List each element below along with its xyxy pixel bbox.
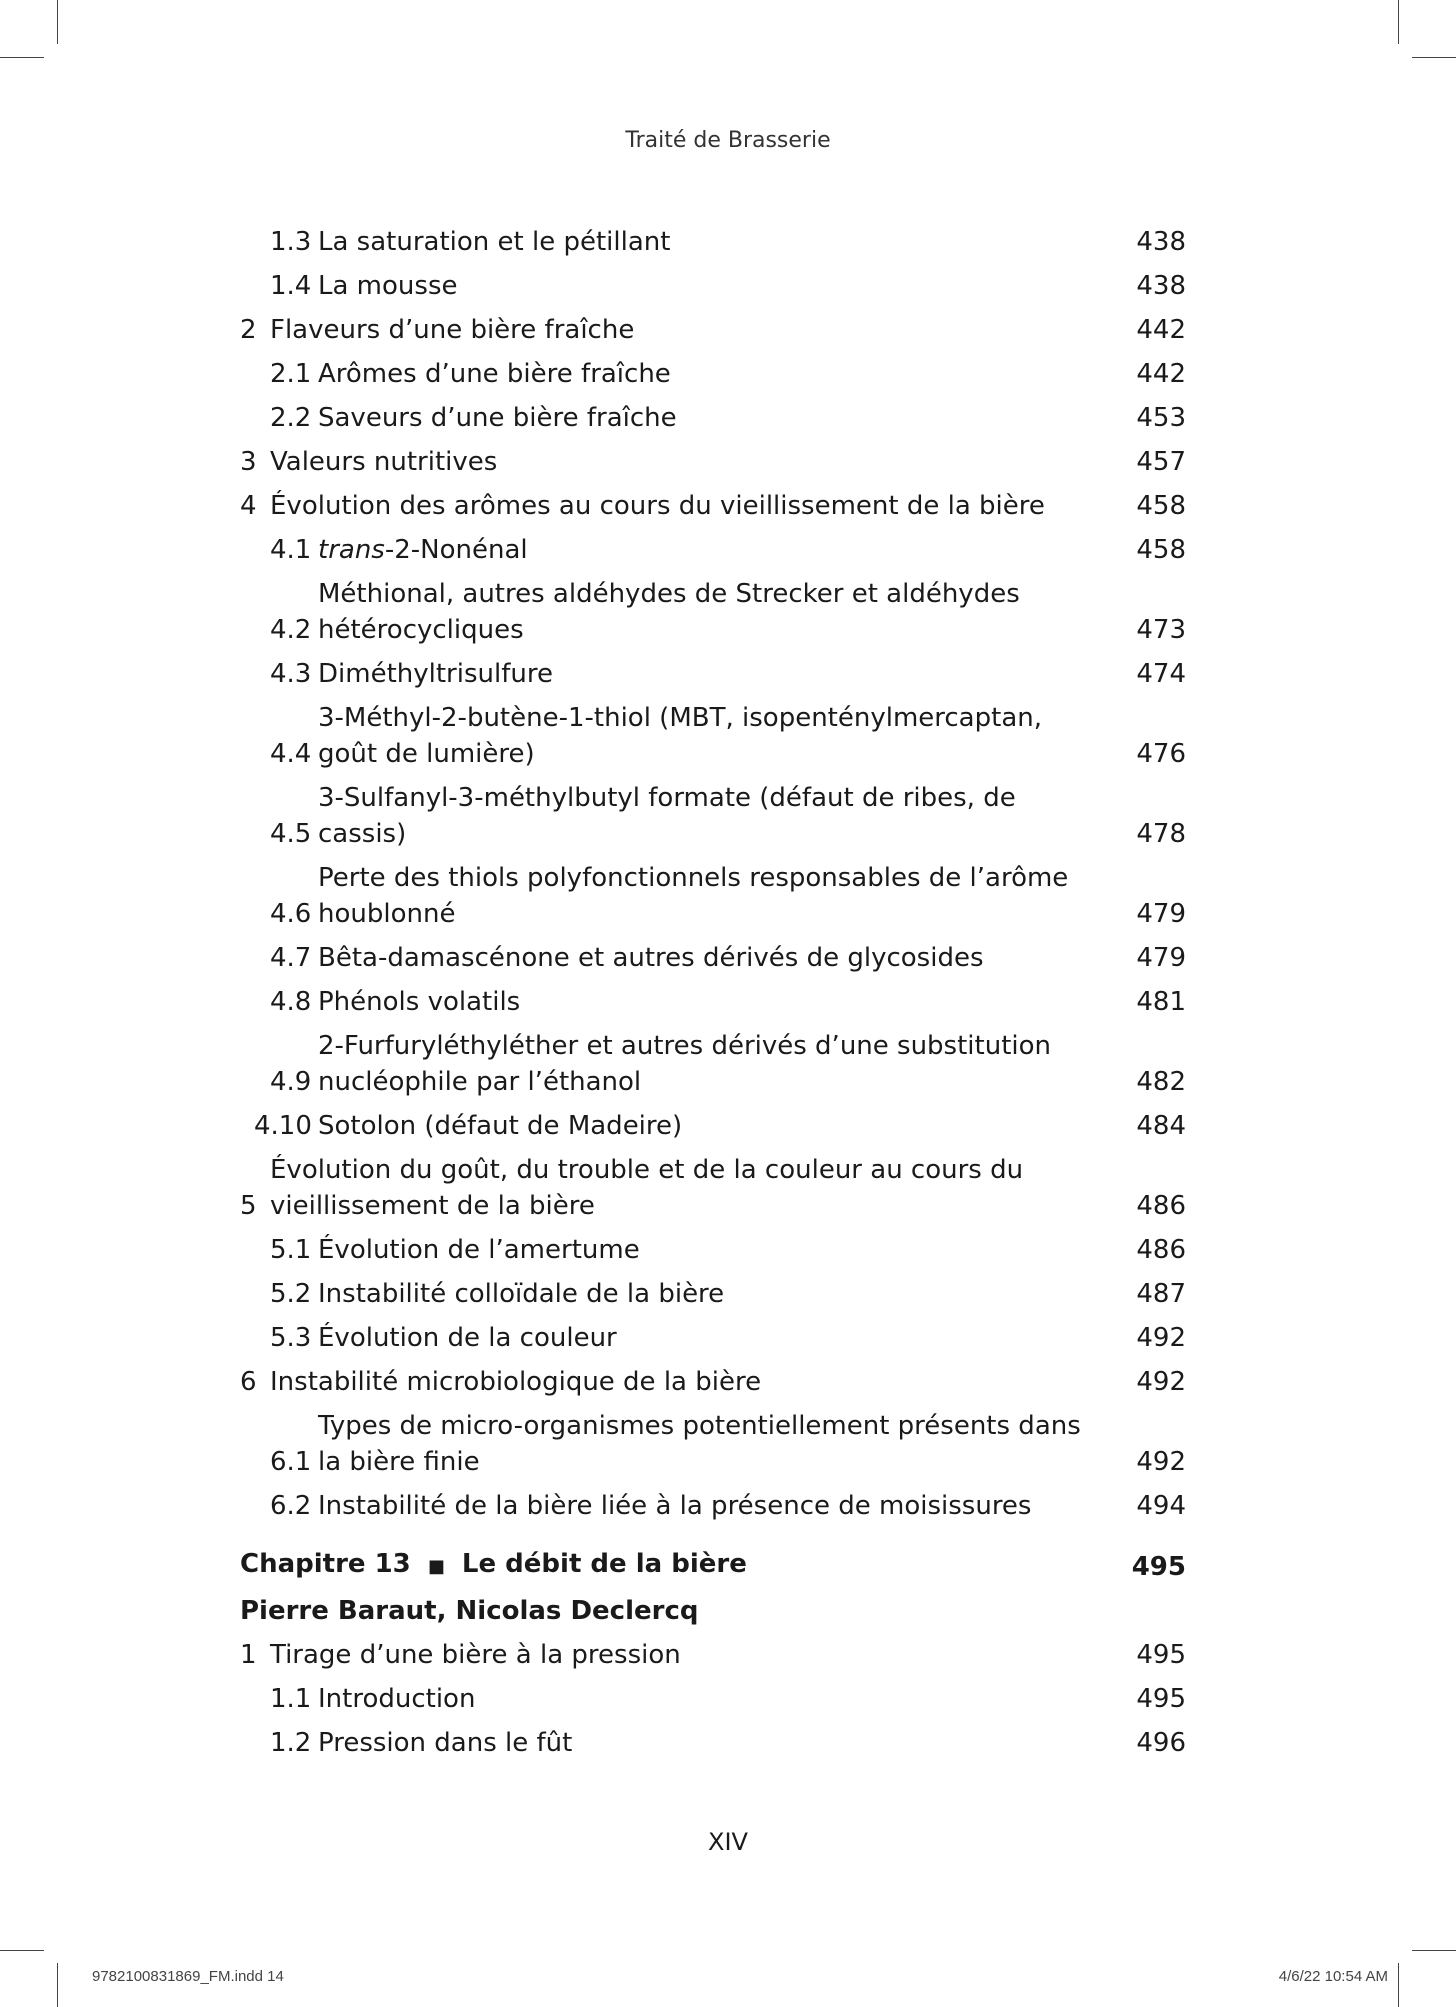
section-number: 4.2 — [270, 615, 312, 645]
toc-entry — [240, 1488, 1186, 1524]
toc-entry — [240, 1637, 1186, 1673]
section-title: Valeurs nutritives — [270, 447, 498, 477]
section-title: Instabilité colloïdale de la bière — [318, 1279, 725, 1309]
section-number: 1.4 — [270, 271, 312, 301]
page-number: 496 — [1136, 1728, 1186, 1758]
section-title: Sotolon (défaut de Madeire) — [318, 1111, 683, 1141]
section-number: 4.9 — [270, 1067, 312, 1097]
section-title: Diméthyltrisulfure — [318, 659, 553, 689]
chapter-heading — [240, 1546, 1186, 1585]
crop-mark — [0, 57, 44, 58]
authors-names: Pierre Baraut, Nicolas Declercq — [240, 1596, 699, 1626]
section-number: 1.2 — [270, 1728, 312, 1758]
chapter-authors — [240, 1593, 1186, 1629]
chapter-title — [240, 1546, 1126, 1585]
section-number: 4.10 — [254, 1111, 312, 1141]
crop-mark — [1412, 1950, 1456, 1951]
page-number: 492 — [1136, 1367, 1186, 1397]
toc-entry — [240, 312, 1186, 348]
page-number: 438 — [1136, 271, 1186, 301]
page-number: 453 — [1136, 403, 1186, 433]
section-title: Arômes d’une bière fraîche — [318, 359, 671, 389]
section-number: 5.3 — [270, 1323, 312, 1353]
toc-entry — [240, 576, 1186, 648]
section-title: Évolution des arômes au cours du vieillissement de la bière — [270, 491, 1045, 521]
section-title: Instabilité microbiologique de la bière — [270, 1367, 762, 1397]
toc-entry — [240, 780, 1186, 852]
section-title: Évolution de la couleur — [318, 1323, 617, 1353]
toc-entry — [240, 700, 1186, 772]
section-title: Tirage d’une bière à la pression — [270, 1640, 681, 1670]
section-title-italic: trans — [318, 535, 385, 565]
crop-mark — [1412, 57, 1456, 58]
page-number: 482 — [1136, 1067, 1186, 1097]
section-number: 4.5 — [270, 819, 312, 849]
toc-entry — [240, 1408, 1186, 1480]
slug-timestamp: 4/6/22 10:54 AM — [1278, 1968, 1388, 1985]
toc-entry — [240, 532, 1186, 568]
toc-entry — [240, 1364, 1186, 1400]
section-number: 4.7 — [270, 943, 312, 973]
section-number: 1.3 — [270, 227, 312, 257]
section-title: Perte des thiols polyfonctionnels responsables de l’arôme houblonné — [318, 863, 1069, 929]
table-of-contents — [240, 224, 1186, 1769]
toc-entry — [240, 1276, 1186, 1312]
toc-entry — [240, 224, 1186, 260]
toc-entry — [240, 860, 1186, 932]
running-head: Traité de Brasserie — [625, 128, 831, 153]
crop-mark — [57, 0, 58, 44]
toc-entry — [240, 1681, 1186, 1717]
section-title: Types de micro-organismes potentiellement présents dans la bière finie — [318, 1411, 1081, 1477]
page-number: 457 — [1136, 447, 1186, 477]
toc-entry — [240, 488, 1186, 524]
section-title: 3-Méthyl-2-butène-1-thiol (MBT, isopenténylmercaptan, goût de lumière) — [318, 703, 1042, 769]
page-number: 476 — [1136, 739, 1186, 769]
section-number: 1 — [240, 1640, 257, 1670]
section-number: 5 — [240, 1191, 257, 1221]
slug-filename: 9782100831869_FM.indd 14 — [92, 1968, 284, 1985]
section-number: 2.1 — [270, 359, 312, 389]
section-number: 5.1 — [270, 1235, 312, 1265]
page-number: 474 — [1136, 659, 1186, 689]
page-number: 473 — [1136, 615, 1186, 645]
section-number: 2 — [240, 315, 257, 345]
page-number: 495 — [1136, 1640, 1186, 1670]
page-number: 494 — [1136, 1491, 1186, 1521]
page-number: 479 — [1136, 899, 1186, 929]
toc-entry — [240, 1320, 1186, 1356]
section-title: Méthional, autres aldéhydes de Strecker et aldéhydes hétérocycliques — [318, 579, 1020, 645]
page-number: 486 — [1136, 1191, 1186, 1221]
toc-entry — [240, 984, 1186, 1020]
page-number: 458 — [1136, 491, 1186, 521]
toc-entry — [240, 400, 1186, 436]
crop-mark — [0, 1950, 44, 1951]
page-number: 479 — [1136, 943, 1186, 973]
section-number: 3 — [240, 447, 257, 477]
section-title: Évolution du goût, du trouble et de la couleur au cours du vieillissement de la bière — [270, 1155, 1024, 1221]
toc-entry — [240, 1028, 1186, 1100]
page-number: 442 — [1136, 315, 1186, 345]
toc-entry — [240, 1152, 1186, 1224]
section-number: 4.3 — [270, 659, 312, 689]
section-title: Instabilité de la bière liée à la présence de moisissures — [318, 1491, 1032, 1521]
section-title: La saturation et le pétillant — [318, 227, 671, 257]
section-title: Bêta-damascénone et autres dérivés de glycosides — [318, 943, 984, 973]
toc-entry — [240, 940, 1186, 976]
page-number: 484 — [1136, 1111, 1186, 1141]
page-number: 492 — [1136, 1447, 1186, 1477]
page-number: 486 — [1136, 1235, 1186, 1265]
page-folio: XIV — [708, 1828, 748, 1856]
chapter-label: Chapitre 13 — [240, 1549, 411, 1579]
section-title: Introduction — [318, 1684, 476, 1714]
section-title: Saveurs d’une bière fraîche — [318, 403, 677, 433]
section-number: 4.6 — [270, 899, 312, 929]
page-number: 478 — [1136, 819, 1186, 849]
toc-entry — [240, 268, 1186, 304]
section-title: Pression dans le fût — [318, 1728, 573, 1758]
chapter-name: Le débit de la bière — [461, 1549, 747, 1579]
section-title: 2-Furfuryléthyléther et autres dérivés d’une substitution nucléophile par l’éthanol — [318, 1031, 1052, 1097]
toc-entry — [240, 1725, 1186, 1761]
section-title: Phénols volatils — [318, 987, 521, 1017]
section-title: Évolution de l’amertume — [318, 1235, 640, 1265]
page-number: 495 — [1131, 1552, 1186, 1582]
toc-entry — [240, 444, 1186, 480]
section-number: 4.4 — [270, 739, 312, 769]
section-number: 6 — [240, 1367, 257, 1397]
crop-mark — [1398, 0, 1399, 44]
page-number: 442 — [1136, 359, 1186, 389]
crop-mark — [57, 1963, 58, 2007]
page-number: 492 — [1136, 1323, 1186, 1353]
toc-entry — [240, 356, 1186, 392]
section-number: 4.8 — [270, 987, 312, 1017]
section-title: trans-2-Nonénal — [318, 535, 528, 565]
section-title: Flaveurs d’une bière fraîche — [270, 315, 635, 345]
section-number: 5.2 — [270, 1279, 312, 1309]
toc-entry — [240, 1108, 1186, 1144]
toc-entry — [240, 1232, 1186, 1268]
page-number: 487 — [1136, 1279, 1186, 1309]
section-number: 2.2 — [270, 403, 312, 433]
section-title: La mousse — [318, 271, 458, 301]
section-number: 4 — [240, 491, 257, 521]
page-number: 438 — [1136, 227, 1186, 257]
section-number: 6.2 — [270, 1491, 312, 1521]
crop-mark — [1398, 1963, 1399, 2007]
section-number: 1.1 — [270, 1684, 312, 1714]
toc-entry — [240, 656, 1186, 692]
section-number: 4.1 — [270, 535, 312, 565]
section-number: 6.1 — [270, 1447, 312, 1477]
page-number: 458 — [1136, 535, 1186, 565]
page-number: 481 — [1136, 987, 1186, 1017]
chapter-separator-icon: ■ — [427, 1556, 445, 1577]
page-number: 495 — [1136, 1684, 1186, 1714]
section-title: 3-Sulfanyl-3-méthylbutyl formate (défaut de ribes, de cassis) — [318, 783, 1016, 849]
